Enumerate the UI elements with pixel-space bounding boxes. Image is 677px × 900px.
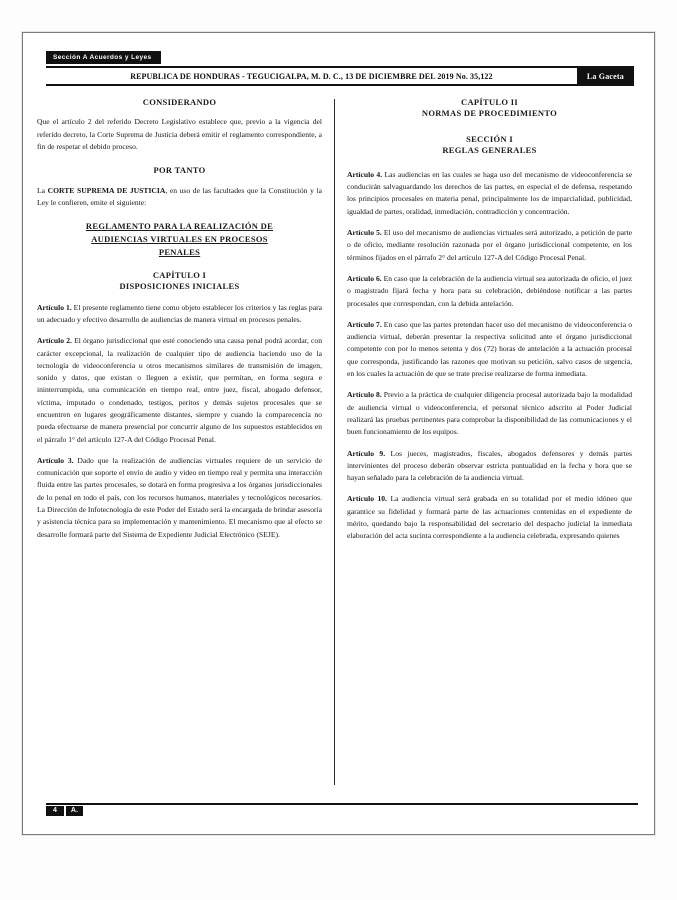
left-column bbox=[37, 97, 334, 797]
footer-rule bbox=[46, 803, 638, 805]
masthead-title-strip bbox=[46, 66, 634, 86]
heading-considerando: CONSIDERANDO bbox=[142, 97, 217, 107]
article-text: El presente reglamento tiene como objeto establecer los criterios y las reglas para un adecuado y efectivo desarrollo de audiencias de manera virtual en procesos penales. bbox=[37, 302, 322, 324]
seccion-i-heading bbox=[347, 134, 632, 157]
article-paragraph bbox=[347, 227, 632, 264]
article-paragraph bbox=[347, 389, 632, 438]
normas-de-procedimiento-label: NORMAS DE PROCEDIMIENTO bbox=[421, 108, 558, 119]
por-tanto-rest: , en uso de las facultades que la Constitución y la Ley le confieren, emite el siguiente: bbox=[37, 185, 322, 208]
article-label: Artículo 8. bbox=[347, 390, 382, 400]
reglamento-title-line-3: PENALES bbox=[158, 246, 201, 257]
article-text: Los jueces, magistrados, fiscales, abogados defensores y demás partes intervinientes del proceso deberán observar estricta puntualidad en la fecha y hora que se hayan señalado para la celebración de la audiencia virtual. bbox=[347, 448, 632, 483]
page-number: 4 bbox=[46, 806, 64, 816]
capitulo-i-heading bbox=[37, 270, 322, 293]
section-tab-label: Sección A Acuerdos y Leyes bbox=[46, 51, 161, 64]
reglamento-title bbox=[37, 220, 322, 258]
article-text: Las audiencias en las cuales se haga uso del mecanismo de videoconferencia se conducirán salvaguardando los derechos de las partes, en especial el de defensa, respetando los principios procesales en materia penal, principalmente los de imparcialidad, publicidad, igualdad de partes, oralidad, inmediación, contradicción y concentración. bbox=[347, 169, 632, 216]
reglamento-title-line-1: REGLAMENTO PARA LA REALIZACIÓN DE bbox=[85, 221, 274, 232]
article-label: Artículo 9. bbox=[347, 448, 386, 458]
article-paragraph bbox=[347, 273, 632, 310]
seccion-i-label: SECCIÓN I bbox=[466, 133, 513, 144]
article-paragraph bbox=[347, 169, 632, 218]
capitulo-ii-heading bbox=[347, 97, 632, 120]
paragraph-considerando: Que el artículo 2 del referido Decreto Legislativo establece que, previo a la vigencia del referido decreto, la Corte Suprema de Justicia deberá emitir el reglamento correspondiente, a fin de respetar el debido proceso. bbox=[37, 117, 322, 152]
article-label: Artículo 1. bbox=[37, 302, 72, 312]
page-section-letter: A. bbox=[66, 806, 83, 816]
article-paragraph bbox=[37, 455, 322, 541]
article-label: Artículo 7. bbox=[347, 319, 382, 329]
article-paragraph bbox=[37, 302, 322, 327]
capitulo-ii-label: CAPÍTULO II bbox=[461, 97, 518, 107]
reglamento-title-line-2: AUDIENCIAS VIRTUALES EN PROCESOS bbox=[91, 234, 268, 245]
article-text: Previo a la práctica de cualquier diligencia procesal autorizada bajo la modalidad de audiencia virtual o videoconferencia, el personal técnico adscrito al Poder Judicial realizará las pruebas pertinentes para comprobar la disponibilidad de las comunicaciones y el buen funcionamiento de los equipos. bbox=[347, 390, 632, 437]
gaceta-logo: La Gaceta bbox=[577, 68, 634, 84]
article-label: Artículo 6. bbox=[347, 273, 382, 283]
article-text: El órgano jurisdiccional que esté conociendo una causa penal podrá acordar, con carácter excepcional, la realización de cualquier tipo de audiencia haciendo uso de la tecnología de videoconferencia u otros mecanismos similares de transmisión de imagen, sonido y datos, que existan o lleguen a existir, que permitan, en forma segura e ininterrumpida, una comunicación en tiempo real, entre juez, fiscal, abogado defensor, víctima, imputado o condenado, testigos, peritos y demás sujetos procesales que se encuentren en lugares geográficamente distantes, siempre y cuando la comparecencia no pueda efectuarse de manera presencial por concurrir alguno de los supuestos establecidos en el párrafo 1° del artículo 127-A del Código Procesal Penal. bbox=[37, 336, 322, 444]
document-page bbox=[22, 32, 655, 835]
article-text: El uso del mecanismo de audiencias virtuales será autorizado, a petición de parte o de oficio, mediante resolución razonada por el órgano jurisdiccional competente, en los términos fijados en el párrafo 2° del artículo 127-A del Código Procesal Penal. bbox=[347, 228, 632, 262]
article-label: Artículo 3. bbox=[37, 455, 74, 465]
article-paragraph bbox=[347, 319, 632, 380]
article-paragraph bbox=[347, 448, 632, 485]
article-label: Artículo 10. bbox=[347, 494, 387, 504]
heading-por-tanto: POR TANTO bbox=[153, 165, 206, 176]
article-label: Artículo 4. bbox=[347, 169, 383, 179]
article-label: Artículo 5. bbox=[347, 228, 382, 238]
publication-header-title: REPUBLICA DE HONDURAS - TEGUCIGALPA, M. D. C., 13 DE DICIEMBRE DEL 2019 No. 35,122 bbox=[130, 71, 493, 81]
article-paragraph bbox=[347, 493, 632, 542]
article-text: En caso que las partes pretendan hacer uso del mecanismo de videoconferencia o audiencia virtual, deberán presentar la respectiva solicitud ante el órgano jurisdiccional competente con por lo menos setenta y dos (72) horas de antelación a la actuación procesal que corresponda, justificando las razones que motivan su petición, salvo casos de urgencia, en los cuales la actuación de que se trate precise realizarse de forma inmediata. bbox=[347, 319, 632, 379]
reglas-generales-label: REGLAS GENERALES bbox=[442, 145, 537, 156]
page-number-block bbox=[46, 806, 83, 816]
article-label: Artículo 2. bbox=[37, 336, 72, 346]
capitulo-i-label: CAPÍTULO I bbox=[152, 269, 207, 280]
article-text: La audiencia virtual será grabada en su totalidad por el medio idóneo que garantice su fidelidad y formará parte de las actuaciones contenidas en el expediente de mérito, quedando bajo la responsabilidad del secretario del despacho judicial la inmediata elaboración del acta sucinta correspondiente a la audiencia celebrada, expresando quienes bbox=[347, 494, 632, 541]
right-column bbox=[334, 97, 632, 797]
disposiciones-iniciales-label: DISPOSICIONES INICIALES bbox=[119, 281, 240, 292]
page-footer bbox=[46, 803, 647, 815]
article-text: Dado que la realización de audiencias virtuales requiere de un servicio de comunicación que soporte el envío de audio y video en tiempo real y permita una interacción fluida entre las partes procesales, se dotará en forma progresiva a los órganos jurisdiccionales de lo penal en todo el país, con los recursos humanos, materiales y tecnológicos necesarios. La Dirección de Infotecnología de este Poder del Estado será la encargada de brindar asesoría y asistencia técnica para su implementación y mantenimiento. El mecanismo que al efecto se desarrolle formará parte del Sistema de Expediente Judicial Electrónico (SEJE). bbox=[37, 455, 322, 539]
article-text: En caso que la celebración de la audiencia virtual sea autorizada de oficio, el juez o magistrado fijará fecha y hora para su celebración, debiéndose notificar a las partes procesales que correspondan, con la debida antelación. bbox=[347, 273, 632, 308]
page-content bbox=[37, 51, 638, 821]
article-paragraph bbox=[37, 335, 322, 446]
por-tanto-lead: La bbox=[37, 185, 48, 195]
paragraph-por-tanto bbox=[37, 185, 322, 210]
por-tanto-court-name: CORTE SUPREMA DE JUSTICIA bbox=[47, 185, 166, 195]
masthead bbox=[37, 51, 638, 95]
two-column-body bbox=[37, 97, 638, 797]
